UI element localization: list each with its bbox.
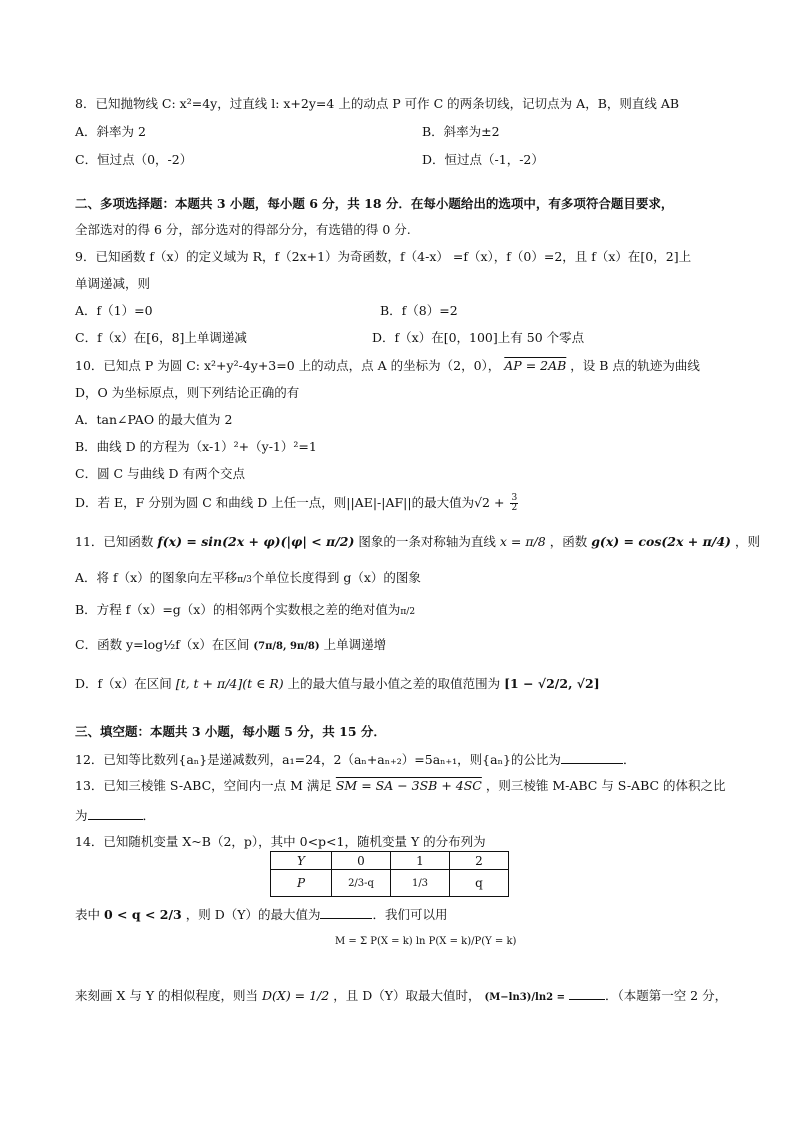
q10-option-d — [75, 494, 520, 513]
q14-line2-post: ，则 D（Y）的最大值为 — [185, 907, 321, 922]
table-cell: 1 — [391, 852, 450, 870]
q8-option-d: D．恒过点（-1，-2） — [422, 152, 544, 167]
q11-c-post: 上单调递增 — [323, 637, 387, 652]
q11-c-pre: C．函数 y=log½f（x）在区间 — [75, 637, 250, 652]
q13-post: ，则三棱锥 M-ABC 与 S-ABC 的体积之比 — [485, 778, 726, 793]
q11-stem-e: ，函数 — [549, 534, 592, 549]
q13-vector-eq: SM = SA − 3SB + 4SC — [335, 778, 482, 793]
q14-line2-pre: 表中 — [75, 907, 104, 922]
table-cell: Y — [271, 852, 332, 870]
q11-option-a — [75, 569, 421, 589]
q13-answer-blank — [88, 806, 143, 820]
table-cell: 2/3-q — [332, 870, 391, 897]
q8-option-a: A．斜率为 2 — [75, 124, 146, 139]
q9-option-b: B．f（8）=2 — [380, 303, 458, 318]
q10-option-b: B．曲线 D 的方程为（x-1）²+（y-1）²=1 — [75, 439, 317, 454]
q11-option-b — [75, 601, 415, 621]
q12: 12．已知等比数列{aₙ}是递减数列，a₁=24，2（aₙ+aₙ₊₂）=5aₙ₊₁，则{aₙ}的公比为 ． — [75, 752, 636, 767]
table-cell: 1/3 — [391, 870, 450, 897]
q11-d-pre: D．f（x）在区间 — [75, 676, 172, 691]
section3-heading: 三、填空题：本题共 3 小题，每小题 5 分，共 15 分． — [75, 724, 386, 739]
q11-b-frac: π/2 — [400, 607, 416, 617]
q11-stem-a: 11．已知函数 — [75, 534, 158, 549]
q11-a-post: 个单位长度得到 g（x）的图象 — [251, 570, 421, 585]
q10-option-c: C．圆 C 与曲线 D 有两个交点 — [75, 466, 246, 481]
q10-stem-post: ，设 B 点的轨迹为曲线 — [570, 358, 700, 373]
q11-f-def: f(x) = sin(2x + φ)(|φ| < π/2) — [157, 534, 355, 549]
q10-option-d-text: D．若 E，F 分别为圆 C 和曲线 D 上任一点，则||AE|-|AF||的最大值为√2 + — [75, 495, 505, 510]
q14-stem: 14．已知随机变量 X~B（2，p），其中 0<p<1，随机变量 Y 的分布列为 — [75, 834, 486, 849]
q13-stem — [75, 777, 726, 795]
q10-stem-2: D，O 为坐标原点，则下列结论正确的有 — [75, 385, 300, 400]
q10-option-a: A．tan∠PAO 的最大值为 2 — [75, 412, 233, 427]
q14-line3 — [75, 986, 727, 1007]
q11-axis: x = π/8 — [499, 534, 546, 549]
distribution-table — [270, 851, 509, 897]
q14-expression: (M−ln3)/ln2 = — [484, 992, 565, 1003]
q13-line2-text: 为 — [75, 808, 88, 823]
section2-note: 全部选对的得 6 分，部分选对的得部分分，有选错的得 0 分. — [75, 222, 411, 237]
q11-option-d — [75, 675, 600, 693]
q14-answer-blank-2 — [569, 986, 605, 1000]
table-row — [271, 870, 509, 897]
q13-pre: 13．已知三棱锥 S-ABC，空间内一点 M 满足 — [75, 778, 336, 793]
q14-q-condition: 0 < q < 2/3 — [103, 907, 182, 922]
table-cell: 2 — [450, 852, 509, 870]
q8-stem: 8．已知抛物线 C: x²=4y，过直线 l: x+2y=4 上的动点 P 可作 C 的两条切线，记切点为 A，B，则直线 AB — [75, 96, 680, 111]
q10-stem-pre: 10．已知点 P 为圆 C: x²+y²-4y+3=0 上的动点，点 A 的坐标为（2，0）， — [75, 358, 501, 373]
q11-d-range: [1 − √2/2, √2] — [504, 676, 600, 691]
q10-stem-1 — [75, 357, 700, 375]
q11-stem — [75, 533, 760, 551]
q8-option-b: B．斜率为±2 — [422, 124, 500, 139]
q12-answer-blank — [561, 750, 623, 764]
q14-line3-pre: 来刻画 X 与 Y 的相似程度，则当 — [75, 988, 259, 1003]
table-cell: P — [271, 870, 332, 897]
q11-d-interval: [t, t + π/4](t ∈ R) — [175, 676, 284, 691]
table-row — [271, 852, 509, 870]
q10-vector-eq: AP = 2AB — [504, 358, 567, 373]
q9-stem-2: 单调递减，则 — [75, 276, 151, 291]
section2-heading: 二、多项选择题：本题共 3 小题，每小题 6 分，共 18 分．在每小题给出的选项中，有多项符合题目要求， — [75, 196, 674, 211]
q14-formula: M = Σ P(X = k) ln P(X = k)/P(Y = k) — [335, 936, 517, 947]
q14-line2 — [75, 905, 448, 924]
q10-fraction: $\frac{3}{2}$ — [511, 493, 518, 513]
q12-text: 12．已知等比数列{aₙ}是递减数列，a₁=24，2（aₙ+aₙ₊₂）=5aₙ₊₁，则{aₙ}的公比为 — [75, 752, 561, 767]
q11-b-pre: B．方程 f（x）=g（x）的相邻两个实数根之差的绝对值为 — [75, 602, 401, 617]
q11-g-def: g(x) = cos(2x + π/4) — [591, 534, 731, 549]
q9-option-a: A．f（1）=0 — [75, 303, 153, 318]
q11-option-c — [75, 636, 386, 656]
q11-d-mid: 上的最大值与最小值之差的取值范围为 — [287, 676, 501, 691]
q13-line2: 为 ． — [75, 808, 156, 823]
q9-option-c: C．f（x）在[6，8]上单调递减 — [75, 330, 247, 345]
q14-dx-condition: D(X) = 1/2 — [262, 988, 330, 1003]
q14-line3-mid: ，且 D（Y）取最大值时， — [333, 988, 481, 1003]
q14-line3-tail: ．（本题第一空 2 分， — [604, 988, 728, 1003]
q11-stem-c: 图象的一条对称轴为直线 — [358, 534, 500, 549]
q11-stem-g: ，则 — [734, 534, 760, 549]
q8-option-c: C．恒过点（0，-2） — [75, 152, 193, 167]
q11-a-pre: A．将 f（x）的图象向左平移 — [75, 570, 238, 585]
q9-option-d: D．f（x）在[0，100]上有 50 个零点 — [372, 330, 585, 345]
table-cell: q — [450, 870, 509, 897]
table-cell: 0 — [332, 852, 391, 870]
q11-c-interval: (7π/8, 9π/8) — [253, 641, 320, 652]
q14-answer-blank-1 — [320, 905, 372, 919]
q9-stem-1: 9．已知函数 f（x）的定义域为 R，f（2x+1）为奇函数，f（4-x） =f（x），f（0）=2，且 f（x）在[0，2]上 — [75, 249, 692, 264]
q11-a-frac: π/3 — [237, 575, 252, 585]
q14-line2-tail: ．我们可以用 — [372, 907, 448, 922]
